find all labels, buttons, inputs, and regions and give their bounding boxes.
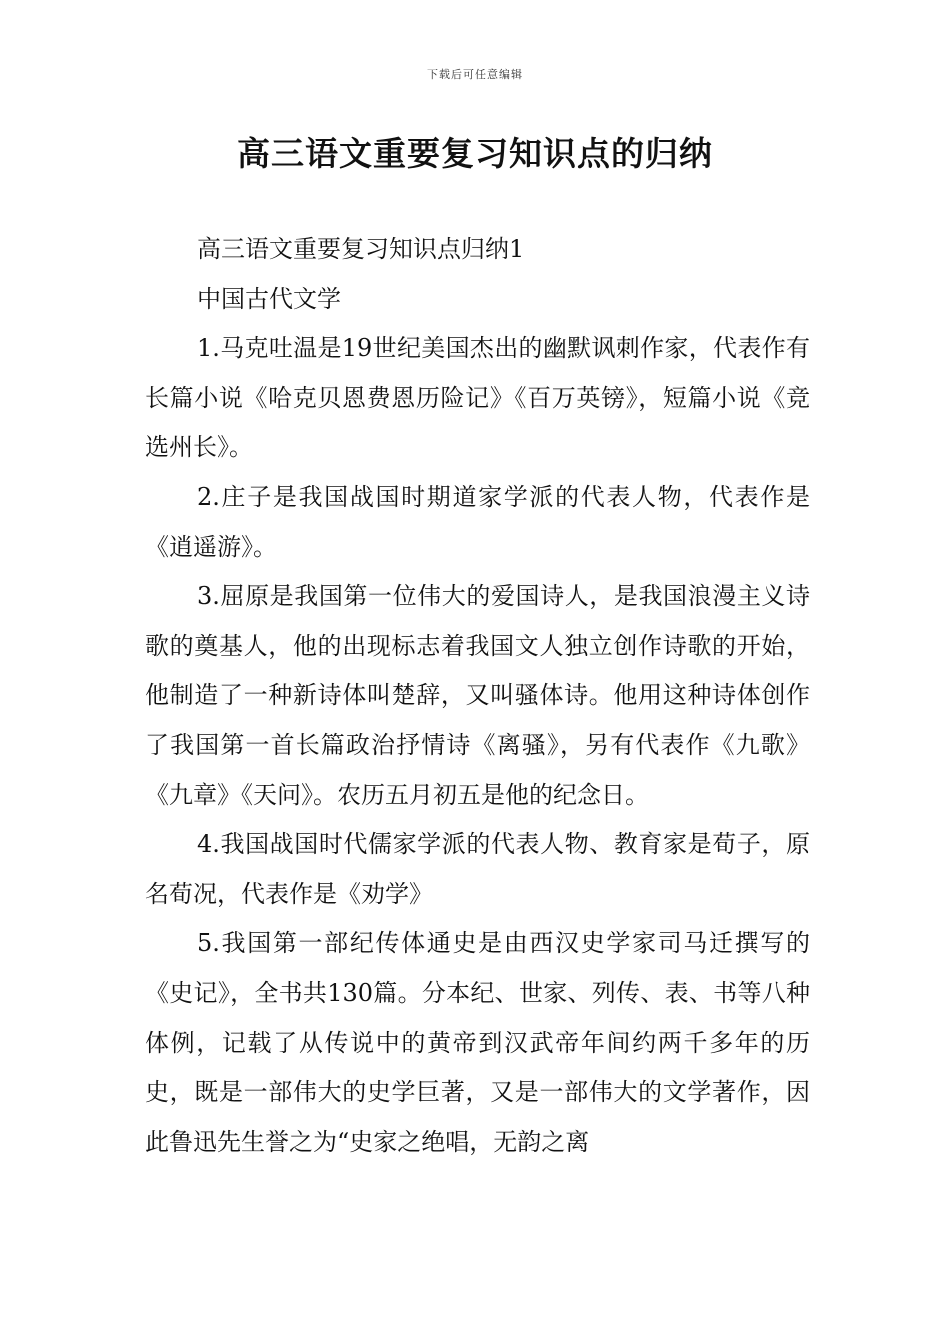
subsection-title: 中国古代文学: [197, 284, 341, 313]
paragraph-item-5: 5.我国第一部纪传体通史是由西汉史学家司马迁撰写的《史记》，全书共130篇。分本纪、世家、列传、表、书等八种体例，记载了从传说中的黄帝到汉武帝年间约两千多年的历史，既是一部伟大的史学巨著，又是一部伟大的文学著作，因此鲁迅先生誉之为“史家之绝唱，无韵之离: [145, 929, 810, 1156]
page-header-note: 下载后可任意编辑: [427, 68, 523, 81]
document-body: [145, 225, 810, 1167]
paragraph-item-3: 3.屈原是我国第一位伟大的爱国诗人，是我国浪漫主义诗歌的奠基人，他的出现标志着我国文人独立创作诗歌的开始，他制造了一种新诗体叫楚辞，又叫骚体诗。他用这种诗体创作了我国第一首长篇政治抒情诗《离骚》，另有代表作《九歌》《九章》《天问》。农历五月初五是他的纪念日。: [145, 582, 810, 809]
paragraph-item-4: 4.我国战国时代儒家学派的代表人物、教育家是荀子，原名荀况，代表作是《劝学》: [145, 830, 810, 908]
paragraph-item-1: 1.马克吐温是19世纪美国杰出的幽默讽刺作家，代表作有长篇小说《哈克贝恩费恩历险记》《百万英镑》，短篇小说《竞选州长》。: [145, 334, 810, 462]
document-title: 高三语文重要复习知识点的归纳: [237, 134, 713, 173]
section-title: 高三语文重要复习知识点归纳1: [197, 235, 525, 263]
paragraph-item-2: 2.庄子是我国战国时期道家学派的代表人物，代表作是《逍遥游》。: [145, 482, 810, 561]
